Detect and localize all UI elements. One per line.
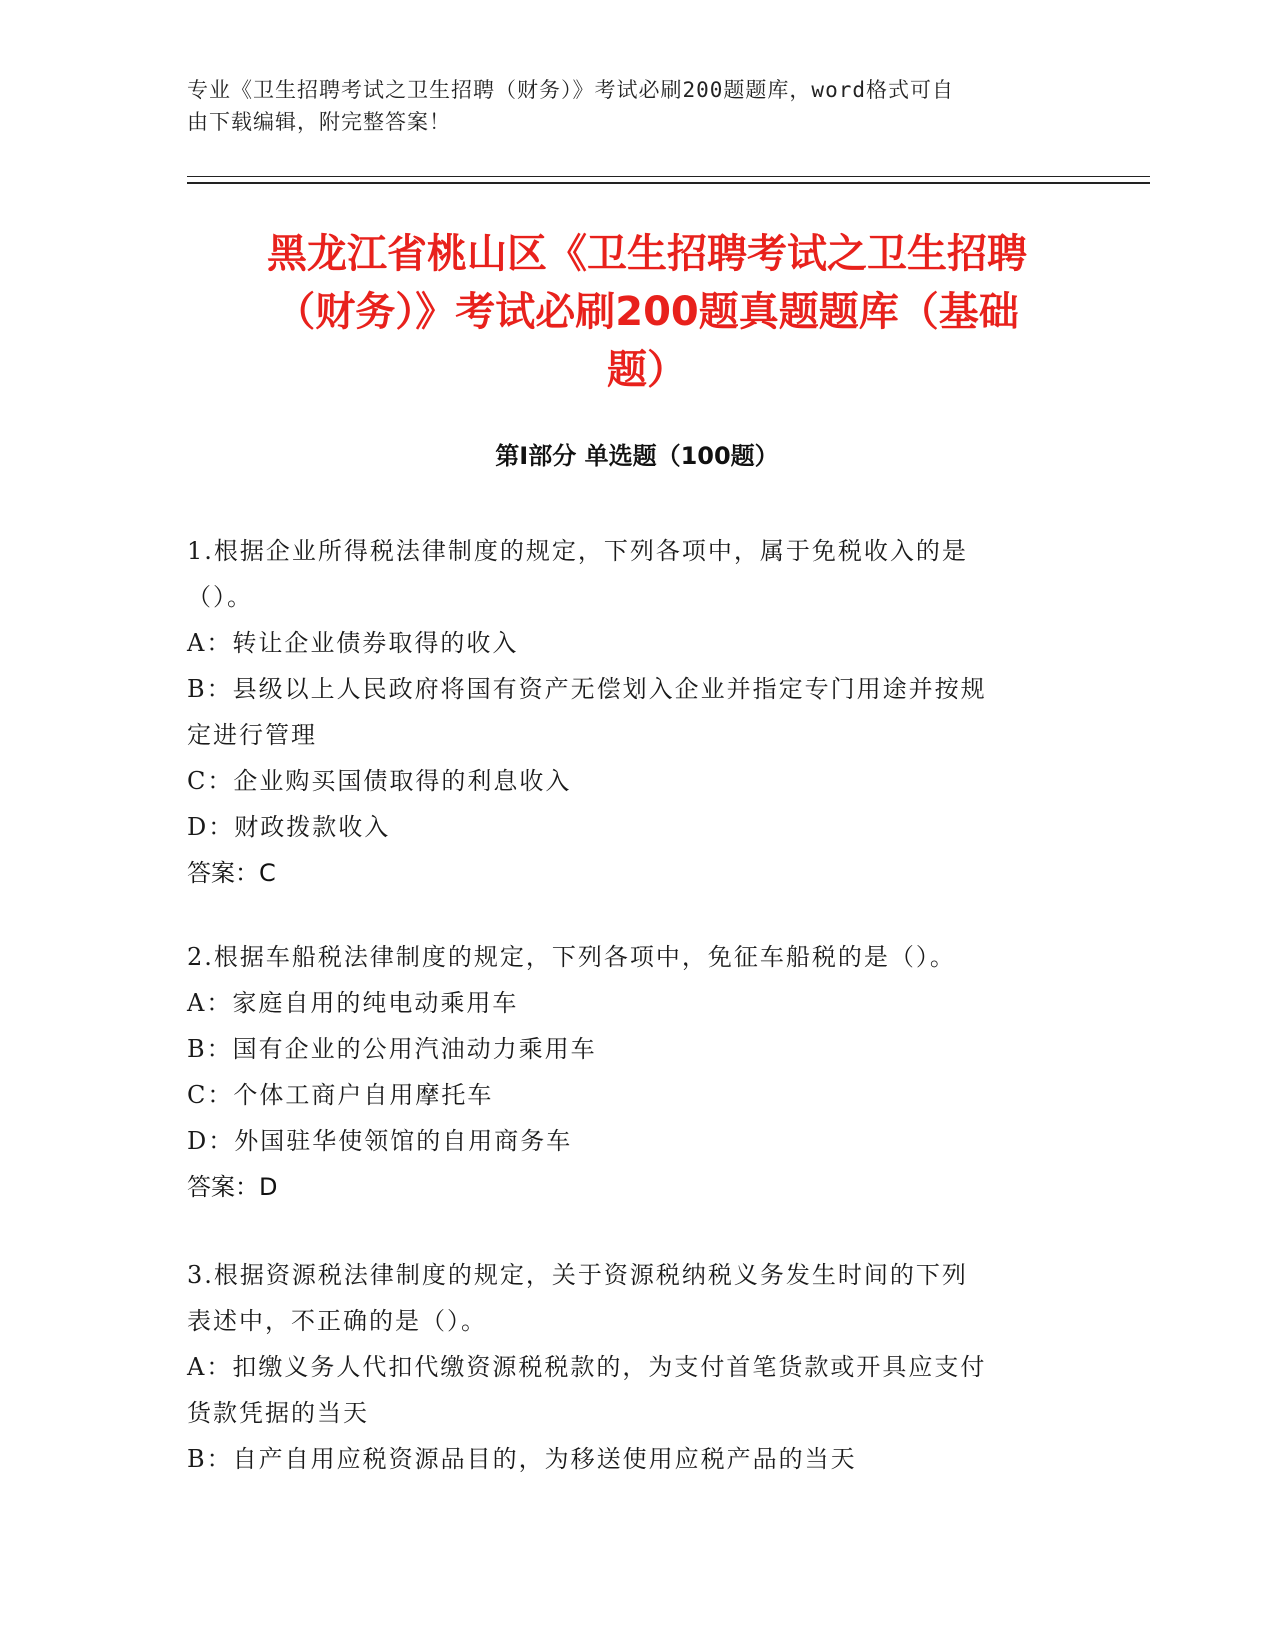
question-1-stem-line-1: 1.根据企业所得税法律制度的规定，下列各项中，属于免税收入的是 — [187, 537, 968, 565]
title-line-3: 题） — [607, 347, 687, 393]
question-2-option-b: B：国有企业的公用汽油动力乘用车 — [187, 1035, 597, 1063]
question-1-stem-line-2: （）。 — [187, 583, 253, 611]
question-1-option-c: C：企业购买国债取得的利息收入 — [187, 767, 572, 795]
question-1-answer: 答案：C — [187, 859, 276, 887]
section-heading: 第Ⅰ部分 单选题（100题） — [495, 442, 779, 470]
header-note-line-2: 由下载编辑，附完整答案！ — [187, 110, 451, 134]
question-3-option-b: B：自产自用应税资源品目的，为移送使用应税产品的当天 — [187, 1445, 857, 1473]
question-1-option-d: D：财政拨款收入 — [187, 813, 391, 841]
question-3-option-a-line-1: A：扣缴义务人代扣代缴资源税税款的，为支付首笔货款或开具应支付 — [187, 1353, 987, 1381]
question-2-option-d: D：外国驻华使领馆的自用商务车 — [187, 1127, 573, 1155]
header-note-line-1: 专业《卫生招聘考试之卫生招聘（财务）》考试必刷200题题库，word格式可自 — [187, 78, 954, 102]
question-1-option-a: A：转让企业债券取得的收入 — [187, 629, 519, 657]
header-divider-bottom — [187, 182, 1150, 184]
question-1 — [187, 528, 1087, 896]
document-title — [187, 225, 1107, 399]
question-2-option-c: C：个体工商户自用摩托车 — [187, 1081, 494, 1109]
question-1-option-b-line-2: 定进行管理 — [187, 721, 317, 749]
question-1-option-b-line-1: B：县级以上人民政府将国有资产无偿划入企业并指定专门用途并按规 — [187, 675, 987, 703]
question-3-stem-line-1: 3.根据资源税法律制度的规定，关于资源税纳税义务发生时间的下列 — [187, 1261, 968, 1289]
question-3-option-a-line-2: 货款凭据的当天 — [187, 1399, 369, 1427]
header-divider-top — [187, 176, 1150, 177]
question-2-stem-line-1: 2.根据车船税法律制度的规定，下列各项中，免征车船税的是（）。 — [187, 943, 956, 971]
question-2 — [187, 934, 1087, 1210]
question-3 — [187, 1252, 1087, 1482]
question-3-stem-line-2: 表述中，不正确的是（）。 — [187, 1307, 487, 1335]
title-line-1: 黑龙江省桃山区《卫生招聘考试之卫生招聘 — [267, 231, 1027, 277]
title-line-2: （财务）》考试必刷200题真题题库（基础 — [275, 289, 1019, 335]
question-2-answer: 答案：D — [187, 1173, 278, 1201]
header-note — [187, 74, 1067, 138]
question-2-option-a: A：家庭自用的纯电动乘用车 — [187, 989, 519, 1017]
